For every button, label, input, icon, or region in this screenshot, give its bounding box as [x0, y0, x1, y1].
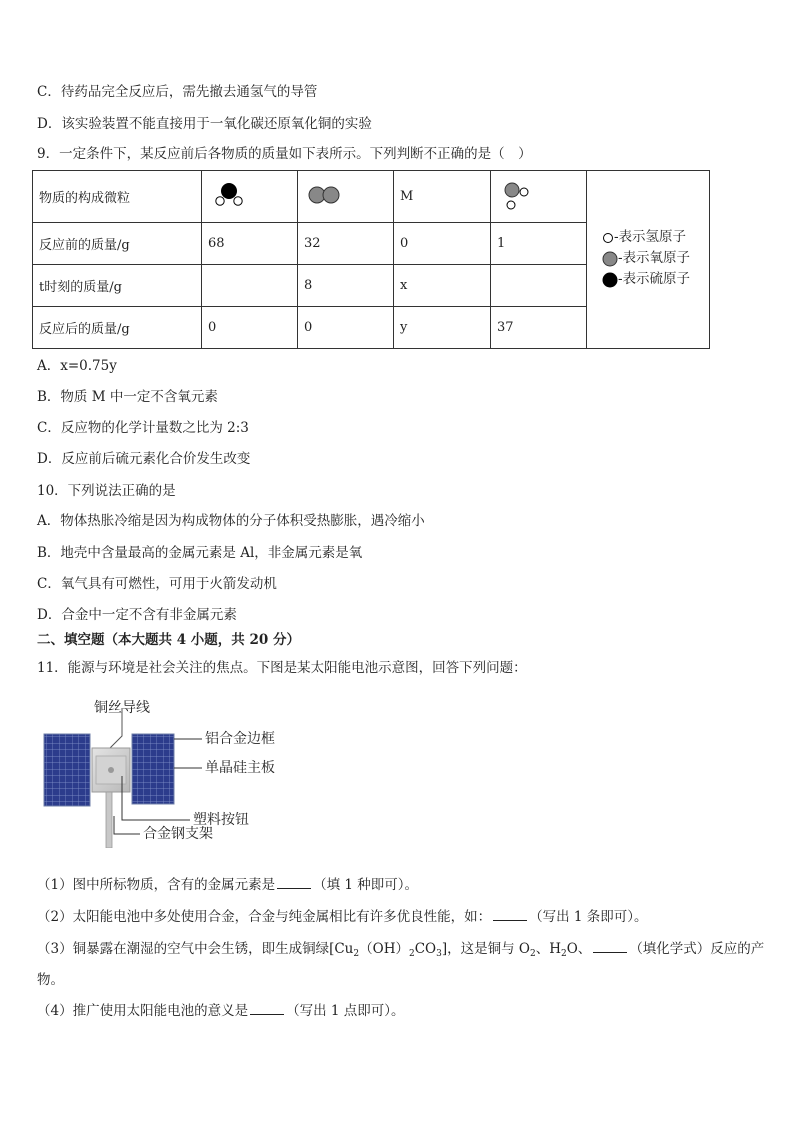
q9-option-d: D．反应前后硫元素化合价发生改变	[37, 451, 251, 467]
solar-panel-figure	[40, 698, 300, 848]
q11-sub3-continued: 物。	[37, 972, 64, 988]
legend	[602, 227, 690, 290]
label-steel-bracket: 合金钢支架	[143, 826, 213, 842]
q11-stem: 11．能源与环境是社会关注的焦点。下图是某太阳能电池示意图，回答下列问题：	[37, 660, 527, 676]
q10-option-b: B．地壳中含量最高的金属元素是 Al，非金属元素是氧	[37, 545, 363, 561]
q8-option-d: D．该实验装置不能直接用于一氧化碳还原氧化铜的实验	[37, 116, 372, 132]
oxygen-atom-icon	[602, 251, 618, 267]
q11-sub3: （3）铜暴露在潮湿的空气中会生锈，即生成铜绿$[Cu_2(OH)_2CO_3]$，这是铜与 $O_2$、$H_2O$、 （填化学式）反应的产	[37, 941, 765, 959]
particle-o2	[298, 171, 394, 223]
q11-sub4: （4）推广使用太阳能电池的意义是 （写出 1 点即可）。	[37, 1003, 405, 1019]
o2-molecule-icon	[304, 180, 344, 210]
row-header-t: t时刻的质量/g	[33, 265, 202, 307]
answer-blank-3[interactable]	[593, 940, 627, 953]
after-o2: 0	[298, 307, 394, 349]
h2s-molecule-icon	[208, 180, 248, 210]
legend-cell	[587, 171, 710, 349]
row-header-particles: 物质的构成微粒	[33, 171, 202, 223]
label-plastic-button: 塑料按钮	[193, 812, 249, 828]
hydrogen-atom-icon	[602, 232, 614, 244]
q10-option-c: C．氧气具有可燃性，可用于火箭发动机	[37, 576, 277, 592]
particle-h2s	[202, 171, 298, 223]
before-h2o: 1	[491, 223, 587, 265]
q10-option-d: D．合金中一定不含有非金属元素	[37, 607, 237, 623]
answer-blank-1[interactable]	[277, 876, 311, 889]
particle-h2o	[491, 171, 587, 223]
row-header-before: 反应前的质量/g	[33, 223, 202, 265]
after-h2o: 37	[491, 307, 587, 349]
legend-sulfur: - 表示硫原子	[602, 269, 690, 290]
t-h2s	[202, 265, 298, 307]
after-m: y	[394, 307, 491, 349]
sulfur-atom-icon	[602, 272, 618, 288]
q9-option-a: A．x=0.75y	[37, 358, 117, 374]
after-h2s: 0	[202, 307, 298, 349]
q10-option-a: A．物体热胀冷缩是因为构成物体的分子体积受热膨胀，遇冷缩小	[37, 513, 425, 529]
answer-blank-4[interactable]	[250, 1002, 284, 1015]
label-al-frame: 铝合金边框	[205, 731, 275, 747]
section2-title: 二、填空题（本大题共 4 小题，共 20 分）	[37, 632, 300, 648]
q11-sub2: （2）太阳能电池中多处使用合金，合金与纯金属相比有许多优良性能，如： （写出 1 条即可）。	[37, 909, 648, 925]
row-header-after: 反应后的质量/g	[33, 307, 202, 349]
q9-option-c: C．反应物的化学计量数之比为 2:3	[37, 420, 249, 436]
before-h2s: 68	[202, 223, 298, 265]
answer-blank-2[interactable]	[493, 908, 527, 921]
q10-stem: 10．下列说法正确的是	[37, 483, 176, 499]
legend-hydrogen: - 表示氢原子	[602, 227, 690, 248]
q9-table	[32, 170, 710, 349]
before-o2: 32	[298, 223, 394, 265]
t-o2: 8	[298, 265, 394, 307]
q11-sub1: （1）图中所标物质，含有的金属元素是 （填 1 种即可）。	[37, 877, 419, 893]
before-m: 0	[394, 223, 491, 265]
particle-m: M	[394, 171, 491, 223]
label-copper-wire: 铜丝导线	[94, 700, 150, 716]
legend-oxygen: - 表示氧原子	[602, 248, 690, 269]
q9-stem: 9．一定条件下，某反应前后各物质的质量如下表所示。下列判断不正确的是（ ）	[37, 146, 532, 162]
label-si-board: 单晶硅主板	[205, 760, 275, 776]
q9-option-b: B．物质 M 中一定不含氧元素	[37, 389, 218, 405]
t-m: x	[394, 265, 491, 307]
t-h2o	[491, 265, 587, 307]
h2o-molecule-icon	[497, 178, 537, 212]
q8-option-c: C．待药品完全反应后，需先撤去通氢气的导管	[37, 84, 318, 100]
